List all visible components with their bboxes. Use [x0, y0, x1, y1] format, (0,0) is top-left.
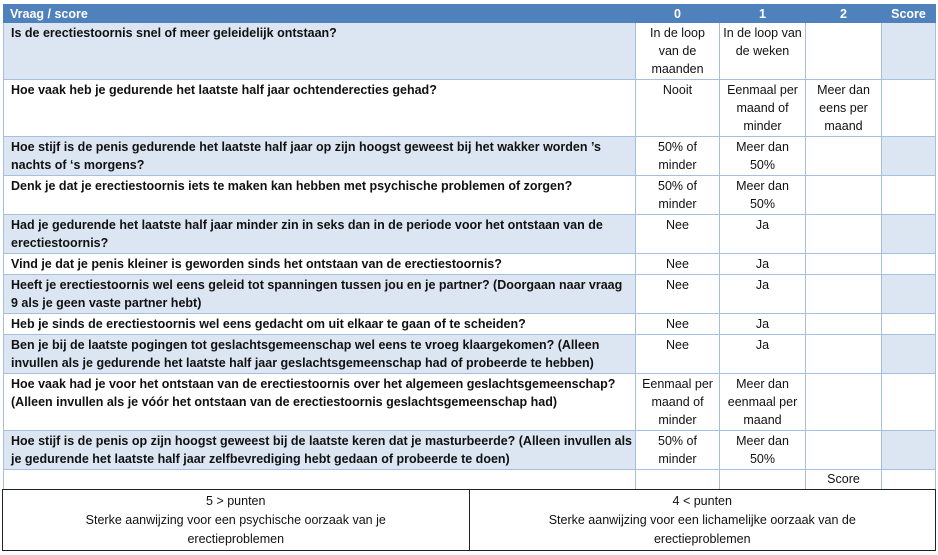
score-cell[interactable] [882, 23, 936, 80]
option-2 [806, 137, 882, 176]
question-text: Hoe stijf is de penis op zijn hoogst geweest bij de laatste keren dat je masturbeerde? (Alleen invullen als je gedurende het laatste half jaar zelfbevrediging hebt gedaan of probeerde te doen) [4, 431, 636, 470]
legend-psychological [3, 490, 470, 551]
total-score-cell[interactable] [882, 470, 936, 490]
footer-empty-cell [720, 470, 806, 490]
table-row [4, 314, 936, 335]
legend-physical [469, 490, 936, 551]
table-row [4, 215, 936, 254]
option-0: 50% of minder [636, 137, 720, 176]
interpretation-legend [2, 489, 936, 551]
header-col-2: 2 [806, 5, 882, 23]
option-2 [806, 374, 882, 431]
option-1: Meer dan eenmaal per maand [720, 374, 806, 431]
score-cell[interactable] [882, 275, 936, 314]
score-cell[interactable] [882, 314, 936, 335]
option-0: Nee [636, 335, 720, 374]
score-cell[interactable] [882, 374, 936, 431]
option-0: 50% of minder [636, 431, 720, 470]
score-cell[interactable] [882, 137, 936, 176]
footer-empty-cell [4, 470, 636, 490]
option-1: Ja [720, 275, 806, 314]
option-2 [806, 176, 882, 215]
option-1: Meer dan 50% [720, 431, 806, 470]
legend-right-text: Sterke aanwijzing voor een lichamelijke oorzaak van de erectieproblemen [548, 513, 856, 546]
option-2 [806, 431, 882, 470]
question-text: Vind je dat je penis kleiner is geworden sinds het ontstaan van de erectiestoornis? [4, 254, 636, 275]
question-text: Hoe vaak heb je gedurende het laatste half jaar ochtenderecties gehad? [4, 80, 636, 137]
table-row [4, 23, 936, 80]
question-text: Heb je sinds de erectiestoornis wel eens gedacht om uit elkaar te gaan of te scheiden? [4, 314, 636, 335]
score-cell[interactable] [882, 176, 936, 215]
footer-empty-cell [636, 470, 720, 490]
option-2 [806, 335, 882, 374]
question-text: Ben je bij de laatste pogingen tot geslachtsgemeenschap wel eens te vroeg klaargekomen? (Alleen invullen als je gedurende het laatste half jaar geslachtsgemeenschap had of probeerde te hebben) [4, 335, 636, 374]
legend-left-title: 5 > punten [206, 494, 266, 508]
footer-score-label: Score [806, 470, 882, 490]
option-0: Nee [636, 314, 720, 335]
option-0: 50% of minder [636, 176, 720, 215]
option-0: Nee [636, 275, 720, 314]
header-col-0: 0 [636, 5, 720, 23]
score-cell[interactable] [882, 254, 936, 275]
option-0: Nee [636, 215, 720, 254]
option-1: Meer dan 50% [720, 137, 806, 176]
option-1: Ja [720, 314, 806, 335]
option-2: Meer dan eens per maand [806, 80, 882, 137]
question-text: Heeft je erectiestoornis wel eens geleid tot spanningen tussen jou en je partner? (Doorgaan naar vraag 9 als je geen vaste partner hebt) [4, 275, 636, 314]
score-cell[interactable] [882, 215, 936, 254]
question-text: Is de erectiestoornis snel of meer geleidelijk ontstaan? [4, 23, 636, 80]
option-1: Ja [720, 335, 806, 374]
table-header-row [4, 5, 936, 23]
table-row [4, 254, 936, 275]
option-0: Nee [636, 254, 720, 275]
header-slash: / [44, 6, 55, 21]
score-cell[interactable] [882, 80, 936, 137]
option-0: Eenmaal per maand of minder [636, 374, 720, 431]
table-row [4, 431, 936, 470]
score-cell[interactable] [882, 431, 936, 470]
option-0: In de loop van de maanden [636, 23, 720, 80]
table-row [4, 176, 936, 215]
question-text: Hoe stijf is de penis gedurende het laatste half jaar op zijn hoogst geweest bij het wakker worden ’s nachts of ‘s morgens? [4, 137, 636, 176]
option-2 [806, 275, 882, 314]
table-row [4, 335, 936, 374]
option-1: Ja [720, 215, 806, 254]
header-score-word: score [54, 6, 88, 21]
option-1: Ja [720, 254, 806, 275]
question-text: Denk je dat je erectiestoornis iets te maken kan hebben met psychische problemen of zorgen? [4, 176, 636, 215]
table-row [4, 275, 936, 314]
legend-row [3, 490, 936, 551]
option-1: Meer dan 50% [720, 176, 806, 215]
legend-left-text: Sterke aanwijzing voor een psychische oorzaak van je erectieproblemen [85, 513, 386, 546]
option-0: Nooit [636, 80, 720, 137]
option-2 [806, 23, 882, 80]
questionnaire-table [3, 4, 936, 490]
table-row [4, 80, 936, 137]
option-1: Eenmaal per maand of minder [720, 80, 806, 137]
legend-right-title: 4 < punten [672, 494, 732, 508]
header-question-score [4, 5, 636, 23]
option-2 [806, 215, 882, 254]
header-col-1: 1 [720, 5, 806, 23]
question-text: Hoe vaak had je voor het ontstaan van de erectiestoornis over het algemeen geslachtsgemeenschap? (Alleen invullen als je vóór het ontstaan van de erectiestoornis geslachtsgemeenschap had) [4, 374, 636, 431]
option-2 [806, 314, 882, 335]
option-1: In de loop van de weken [720, 23, 806, 80]
question-text: Had je gedurende het laatste half jaar minder zin in seks dan in de periode voor het ontstaan van de erectiestoornis? [4, 215, 636, 254]
table-footer-row [4, 470, 936, 490]
table-row [4, 374, 936, 431]
header-vraag: Vraag [10, 6, 45, 21]
option-2 [806, 254, 882, 275]
header-col-score: Score [882, 5, 936, 23]
table-row [4, 137, 936, 176]
score-cell[interactable] [882, 335, 936, 374]
